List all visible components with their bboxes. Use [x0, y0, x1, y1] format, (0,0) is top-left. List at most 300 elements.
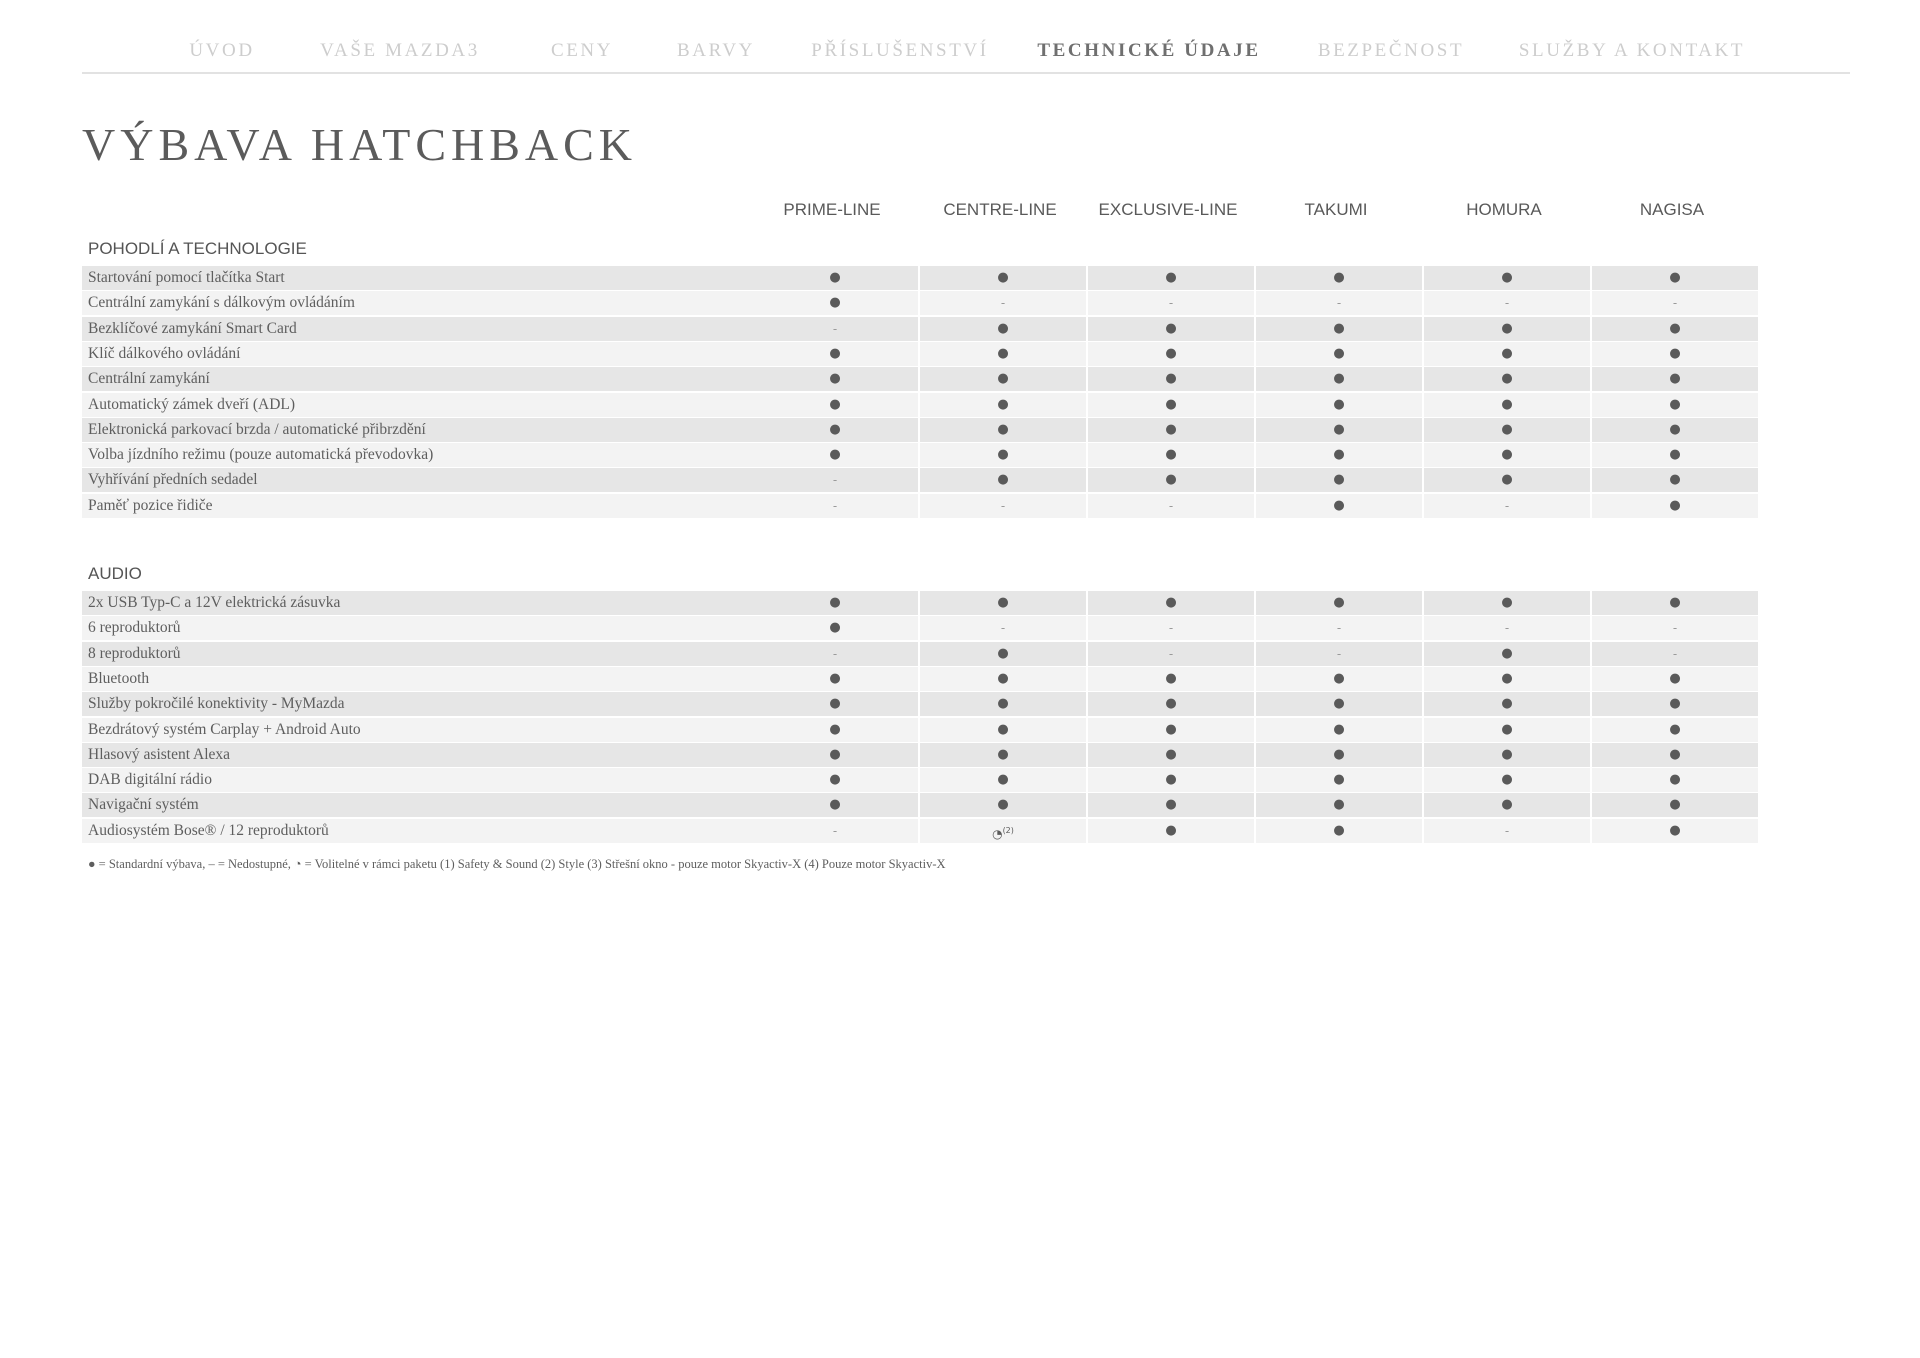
not-available-dash-icon: - — [832, 322, 838, 336]
value-cell — [1088, 642, 1254, 666]
value-cell — [752, 642, 918, 666]
value-cell — [1088, 494, 1254, 518]
value-cell — [1088, 591, 1254, 615]
value-cell — [1424, 342, 1590, 366]
value-cell — [752, 692, 918, 716]
nav-item-5[interactable]: PŘÍSLUŠENSTVÍ — [811, 40, 989, 61]
not-available-dash-icon: - — [1504, 824, 1510, 838]
standard-dot-icon: ● — [1333, 422, 1345, 437]
not-available-dash-icon: - — [1000, 621, 1006, 635]
feature-cell — [82, 616, 832, 640]
value-cell — [752, 367, 918, 391]
not-available-dash-icon: - — [832, 824, 838, 838]
not-available-dash-icon: - — [832, 647, 838, 661]
feature-label: 2x USB Typ-C a 12V elektrická zásuvka — [88, 594, 341, 611]
not-available-dash-icon: - — [1168, 621, 1174, 635]
value-cell — [1256, 768, 1422, 792]
value-cell — [1424, 642, 1590, 666]
standard-dot-icon: ● — [829, 722, 841, 737]
value-cell — [1256, 291, 1422, 315]
standard-dot-icon: ● — [997, 346, 1009, 361]
feature-label: Klíč dálkového ovládání — [88, 345, 241, 362]
nav-item-1[interactable]: ÚVOD — [189, 40, 255, 61]
not-available-dash-icon: - — [1336, 296, 1342, 310]
standard-dot-icon: ● — [1333, 797, 1345, 812]
value-cell — [1592, 266, 1758, 290]
standard-dot-icon: ● — [1501, 270, 1513, 285]
value-cell — [1256, 317, 1422, 341]
standard-dot-icon: ● — [1165, 772, 1177, 787]
value-cell — [752, 819, 918, 843]
value-cell — [920, 342, 1086, 366]
not-available-dash-icon: - — [1168, 499, 1174, 513]
value-cell — [1088, 317, 1254, 341]
value-cell — [1256, 266, 1422, 290]
nav-item-3[interactable]: CENY — [550, 40, 614, 61]
value-cell — [920, 317, 1086, 341]
value-cell — [1256, 342, 1422, 366]
standard-dot-icon: ● — [829, 620, 841, 635]
feature-cell — [82, 642, 832, 666]
value-cell — [920, 768, 1086, 792]
standard-dot-icon: ● — [1333, 498, 1345, 513]
not-available-dash-icon: - — [1672, 647, 1678, 661]
value-cell — [752, 443, 918, 467]
standard-dot-icon: ● — [829, 696, 841, 711]
not-available-dash-icon: - — [1672, 621, 1678, 635]
standard-dot-icon: ● — [1165, 397, 1177, 412]
value-cell — [752, 418, 918, 442]
standard-dot-icon: ● — [1333, 747, 1345, 762]
value-cell — [1088, 718, 1254, 742]
standard-dot-icon: ● — [1165, 447, 1177, 462]
value-cell — [1424, 317, 1590, 341]
feature-label: Automatický zámek dveří (ADL) — [88, 396, 296, 413]
standard-dot-icon: ● — [1333, 397, 1345, 412]
value-cell — [1256, 819, 1422, 843]
standard-dot-icon: ● — [1333, 722, 1345, 737]
standard-dot-icon: ● — [1501, 422, 1513, 437]
standard-dot-icon: ● — [1165, 823, 1177, 838]
standard-dot-icon: ● — [1501, 696, 1513, 711]
value-cell — [1256, 692, 1422, 716]
standard-dot-icon: ● — [1333, 447, 1345, 462]
not-available-dash-icon: - — [1000, 296, 1006, 310]
value-cell — [1424, 367, 1590, 391]
value-cell — [1424, 494, 1590, 518]
standard-dot-icon: ● — [1501, 797, 1513, 812]
standard-dot-icon: ● — [829, 270, 841, 285]
value-cell — [920, 443, 1086, 467]
value-cell — [1256, 418, 1422, 442]
feature-label: Paměť pozice řidiče — [88, 497, 213, 514]
value-cell — [1592, 718, 1758, 742]
column-header: PRIME-LINE — [783, 200, 881, 219]
value-cell — [1088, 443, 1254, 467]
standard-dot-icon: ● — [1669, 270, 1681, 285]
feature-label: Volba jízdního režimu (pouze automatická převodovka) — [88, 446, 434, 463]
standard-dot-icon: ● — [1165, 346, 1177, 361]
value-cell — [1256, 468, 1422, 492]
value-cell — [1088, 743, 1254, 767]
standard-dot-icon: ● — [1501, 671, 1513, 686]
column-header: NAGISA — [1639, 200, 1705, 219]
feature-cell — [82, 743, 832, 767]
feature-cell — [82, 342, 832, 366]
value-cell — [1088, 367, 1254, 391]
standard-dot-icon: ● — [1333, 595, 1345, 610]
value-cell — [1424, 768, 1590, 792]
value-cell — [1424, 418, 1590, 442]
not-available-dash-icon: - — [1336, 621, 1342, 635]
nav-item-7[interactable]: BEZPEČNOST — [1317, 40, 1465, 61]
nav-item-6[interactable]: TECHNICKÉ ÚDAJE — [1037, 40, 1261, 61]
value-cell — [1592, 418, 1758, 442]
feature-label: Bezklíčové zamykání Smart Card — [88, 320, 297, 337]
feature-cell — [82, 393, 832, 417]
standard-dot-icon: ● — [1333, 823, 1345, 838]
value-cell — [752, 616, 918, 640]
value-cell — [752, 468, 918, 492]
nav-item-4[interactable]: BARVY — [677, 40, 755, 61]
feature-cell — [82, 291, 832, 315]
standard-dot-icon: ● — [1165, 422, 1177, 437]
standard-dot-icon: ● — [829, 397, 841, 412]
standard-dot-icon: ● — [1501, 772, 1513, 787]
value-cell — [1592, 317, 1758, 341]
value-cell — [1088, 793, 1254, 817]
standard-dot-icon: ● — [997, 472, 1009, 487]
value-cell — [1088, 768, 1254, 792]
value-cell — [1592, 393, 1758, 417]
value-cell — [752, 793, 918, 817]
standard-dot-icon: ● — [1333, 371, 1345, 386]
standard-dot-icon: ● — [1165, 722, 1177, 737]
standard-dot-icon: ● — [1333, 321, 1345, 336]
value-cell — [1424, 743, 1590, 767]
standard-dot-icon: ● — [1669, 321, 1681, 336]
column-header: EXCLUSIVE-LINE — [1098, 200, 1238, 219]
standard-dot-icon: ● — [997, 595, 1009, 610]
value-cell — [1256, 367, 1422, 391]
value-cell — [752, 768, 918, 792]
standard-dot-icon: ● — [1669, 472, 1681, 487]
value-cell — [1424, 591, 1590, 615]
value-cell — [1592, 768, 1758, 792]
standard-dot-icon: ● — [1669, 346, 1681, 361]
feature-cell — [82, 793, 832, 817]
value-cell — [1256, 667, 1422, 691]
standard-dot-icon: ● — [1165, 472, 1177, 487]
standard-dot-icon: ● — [1669, 722, 1681, 737]
feature-label: 6 reproduktorů — [88, 619, 181, 636]
standard-dot-icon: ● — [1333, 772, 1345, 787]
standard-dot-icon: ● — [1669, 422, 1681, 437]
not-available-dash-icon: - — [1504, 621, 1510, 635]
value-cell — [1256, 494, 1422, 518]
feature-label: Hlasový asistent Alexa — [88, 746, 231, 763]
nav-item-2[interactable]: VAŠE MAZDA3 — [320, 40, 480, 61]
value-cell — [920, 667, 1086, 691]
standard-dot-icon: ● — [829, 447, 841, 462]
feature-cell — [82, 317, 832, 341]
standard-dot-icon: ● — [1333, 270, 1345, 285]
standard-dot-icon: ● — [997, 447, 1009, 462]
value-cell — [1592, 494, 1758, 518]
feature-label: DAB digitální rádio — [88, 771, 212, 788]
value-cell — [920, 591, 1086, 615]
standard-dot-icon: ● — [1333, 696, 1345, 711]
column-header: HOMURA — [1466, 200, 1542, 219]
standard-dot-icon: ● — [1669, 696, 1681, 711]
value-cell — [1424, 616, 1590, 640]
value-cell — [1592, 367, 1758, 391]
standard-dot-icon: ● — [829, 295, 841, 310]
value-cell — [1424, 266, 1590, 290]
value-cell — [1592, 642, 1758, 666]
value-cell — [1424, 692, 1590, 716]
nav-item-8[interactable]: SLUŽBY A KONTAKT — [1518, 40, 1746, 61]
value-cell — [1256, 393, 1422, 417]
standard-dot-icon: ● — [1501, 747, 1513, 762]
standard-dot-icon: ● — [829, 671, 841, 686]
optional-circle-icon: ◔$^{(2)}$ — [992, 826, 1014, 841]
value-cell — [920, 692, 1086, 716]
standard-dot-icon: ● — [997, 696, 1009, 711]
standard-dot-icon: ● — [829, 346, 841, 361]
standard-dot-icon: ● — [1501, 346, 1513, 361]
value-cell — [1592, 443, 1758, 467]
not-available-dash-icon: - — [832, 473, 838, 487]
value-cell — [1088, 291, 1254, 315]
feature-label: Vyhřívání předních sedadel — [88, 471, 258, 488]
value-cell — [920, 793, 1086, 817]
standard-dot-icon: ● — [1669, 595, 1681, 610]
not-available-dash-icon: - — [1672, 296, 1678, 310]
value-cell — [1424, 667, 1590, 691]
value-cell — [752, 591, 918, 615]
standard-dot-icon: ● — [1165, 747, 1177, 762]
standard-dot-icon: ● — [1501, 646, 1513, 661]
value-cell — [1424, 393, 1590, 417]
standard-dot-icon: ● — [1165, 321, 1177, 336]
standard-dot-icon: ● — [829, 772, 841, 787]
feature-label: Startování pomocí tlačítka Start — [88, 269, 285, 286]
standard-dot-icon: ● — [997, 397, 1009, 412]
standard-dot-icon: ● — [829, 422, 841, 437]
feature-cell — [82, 718, 832, 742]
not-available-dash-icon: - — [1504, 296, 1510, 310]
value-cell — [1424, 718, 1590, 742]
standard-dot-icon: ● — [1669, 747, 1681, 762]
standard-dot-icon: ● — [1669, 397, 1681, 412]
value-cell — [752, 342, 918, 366]
value-cell — [1592, 743, 1758, 767]
column-header: CENTRE-LINE — [943, 200, 1057, 219]
standard-dot-icon: ● — [997, 422, 1009, 437]
value-cell — [1592, 342, 1758, 366]
standard-dot-icon: ● — [829, 595, 841, 610]
not-available-dash-icon: - — [1504, 499, 1510, 513]
value-cell — [920, 418, 1086, 442]
standard-dot-icon: ● — [829, 797, 841, 812]
standard-dot-icon: ● — [1669, 447, 1681, 462]
value-cell — [752, 743, 918, 767]
feature-label: Audiosystém Bose® / 12 reproduktorů — [88, 822, 329, 839]
feature-cell — [82, 667, 832, 691]
feature-label: Elektronická parkovací brzda / automatické přibrzdění — [88, 421, 426, 438]
value-cell — [1592, 667, 1758, 691]
standard-dot-icon: ● — [1669, 671, 1681, 686]
standard-dot-icon: ● — [1333, 671, 1345, 686]
not-available-dash-icon: - — [1336, 647, 1342, 661]
standard-dot-icon: ● — [1501, 472, 1513, 487]
feature-label: Centrální zamykání — [88, 370, 210, 387]
standard-dot-icon: ● — [1165, 371, 1177, 386]
value-cell — [920, 642, 1086, 666]
value-cell — [1088, 266, 1254, 290]
value-cell — [1592, 692, 1758, 716]
standard-dot-icon: ● — [1165, 797, 1177, 812]
standard-dot-icon: ● — [1501, 397, 1513, 412]
standard-dot-icon: ● — [997, 797, 1009, 812]
value-cell — [1592, 468, 1758, 492]
value-cell — [752, 317, 918, 341]
value-cell — [1424, 443, 1590, 467]
standard-dot-icon: ● — [1501, 371, 1513, 386]
value-cell — [1256, 591, 1422, 615]
standard-dot-icon: ● — [1333, 346, 1345, 361]
feature-label: Centrální zamykání s dálkovým ovládáním — [88, 294, 355, 311]
standard-dot-icon: ● — [997, 722, 1009, 737]
value-cell — [920, 743, 1086, 767]
value-cell — [1592, 793, 1758, 817]
standard-dot-icon: ● — [1501, 447, 1513, 462]
feature-cell — [82, 367, 832, 391]
value-cell — [1088, 468, 1254, 492]
standard-dot-icon: ● — [997, 646, 1009, 661]
value-cell — [1256, 793, 1422, 817]
standard-dot-icon: ● — [997, 371, 1009, 386]
standard-dot-icon: ● — [1501, 722, 1513, 737]
standard-dot-icon: ● — [1669, 797, 1681, 812]
value-cell — [920, 616, 1086, 640]
standard-dot-icon: ● — [997, 772, 1009, 787]
feature-cell — [82, 591, 832, 615]
column-header: TAKUMI — [1304, 200, 1368, 219]
value-cell — [1424, 819, 1590, 843]
value-cell — [1088, 418, 1254, 442]
value-cell — [920, 494, 1086, 518]
feature-cell — [82, 768, 832, 792]
standard-dot-icon: ● — [1165, 270, 1177, 285]
standard-dot-icon: ● — [829, 747, 841, 762]
standard-dot-icon: ● — [1669, 823, 1681, 838]
standard-dot-icon: ● — [1333, 472, 1345, 487]
value-cell — [1088, 393, 1254, 417]
feature-label: 8 reproduktorů — [88, 645, 181, 662]
feature-label: Bezdrátový systém Carplay + Android Auto — [88, 721, 361, 738]
standard-dot-icon: ● — [1669, 371, 1681, 386]
not-available-dash-icon: - — [1000, 499, 1006, 513]
value-cell — [752, 266, 918, 290]
value-cell — [752, 494, 918, 518]
feature-cell — [82, 266, 832, 290]
feature-cell — [82, 819, 832, 843]
value-cell — [752, 291, 918, 315]
not-available-dash-icon: - — [1168, 647, 1174, 661]
standard-dot-icon: ● — [1669, 498, 1681, 513]
value-cell — [1088, 692, 1254, 716]
feature-label: Bluetooth — [88, 670, 150, 687]
value-cell — [752, 667, 918, 691]
value-cell — [752, 393, 918, 417]
value-cell — [920, 291, 1086, 315]
value-cell — [920, 393, 1086, 417]
value-cell — [752, 718, 918, 742]
feature-cell — [82, 494, 832, 518]
standard-dot-icon: ● — [1501, 321, 1513, 336]
value-cell — [920, 819, 1086, 843]
value-cell — [920, 266, 1086, 290]
value-cell — [1424, 468, 1590, 492]
value-cell — [1424, 291, 1590, 315]
value-cell — [1592, 819, 1758, 843]
value-cell — [1256, 743, 1422, 767]
standard-dot-icon: ● — [1165, 696, 1177, 711]
value-cell — [1088, 342, 1254, 366]
value-cell — [920, 468, 1086, 492]
value-cell — [920, 718, 1086, 742]
value-cell — [1088, 819, 1254, 843]
value-cell — [920, 367, 1086, 391]
feature-cell — [82, 468, 832, 492]
value-cell — [1424, 793, 1590, 817]
page-title: VÝBAVA HATCHBACK — [82, 119, 638, 170]
value-cell — [1256, 642, 1422, 666]
value-cell — [1256, 616, 1422, 640]
value-cell — [1256, 718, 1422, 742]
value-cell — [1592, 291, 1758, 315]
standard-dot-icon: ● — [1165, 671, 1177, 686]
value-cell — [1592, 616, 1758, 640]
feature-label: Služby pokročilé konektivity - MyMazda — [88, 695, 345, 712]
value-cell — [1088, 667, 1254, 691]
feature-cell — [82, 418, 832, 442]
standard-dot-icon: ● — [997, 671, 1009, 686]
standard-dot-icon: ● — [1669, 772, 1681, 787]
top-navigation — [82, 34, 1850, 74]
not-available-dash-icon: - — [1168, 296, 1174, 310]
standard-dot-icon: ● — [997, 747, 1009, 762]
not-available-dash-icon: - — [832, 499, 838, 513]
feature-cell — [82, 443, 832, 467]
value-cell — [1088, 616, 1254, 640]
standard-dot-icon: ● — [1501, 595, 1513, 610]
standard-dot-icon: ● — [1165, 595, 1177, 610]
section-title: POHODLÍ A TECHNOLOGIE — [88, 239, 307, 258]
option-note: (2) — [1002, 826, 1014, 835]
legend: ● = Standardní výbava, – = Nedostupné, ◔ = Volitelné v rámci paketu (1) Safety & Sound (2) Style (3) Střešní okno - pouze motor Skyactiv-X (4) Pouze motor Skyactiv-X — [88, 857, 946, 871]
standard-dot-icon: ● — [997, 270, 1009, 285]
section-title: AUDIO — [88, 564, 142, 583]
standard-dot-icon: ● — [997, 321, 1009, 336]
feature-cell — [82, 692, 832, 716]
feature-label: Navigační systém — [88, 796, 199, 813]
standard-dot-icon: ● — [829, 371, 841, 386]
value-cell — [1256, 443, 1422, 467]
value-cell — [1592, 591, 1758, 615]
